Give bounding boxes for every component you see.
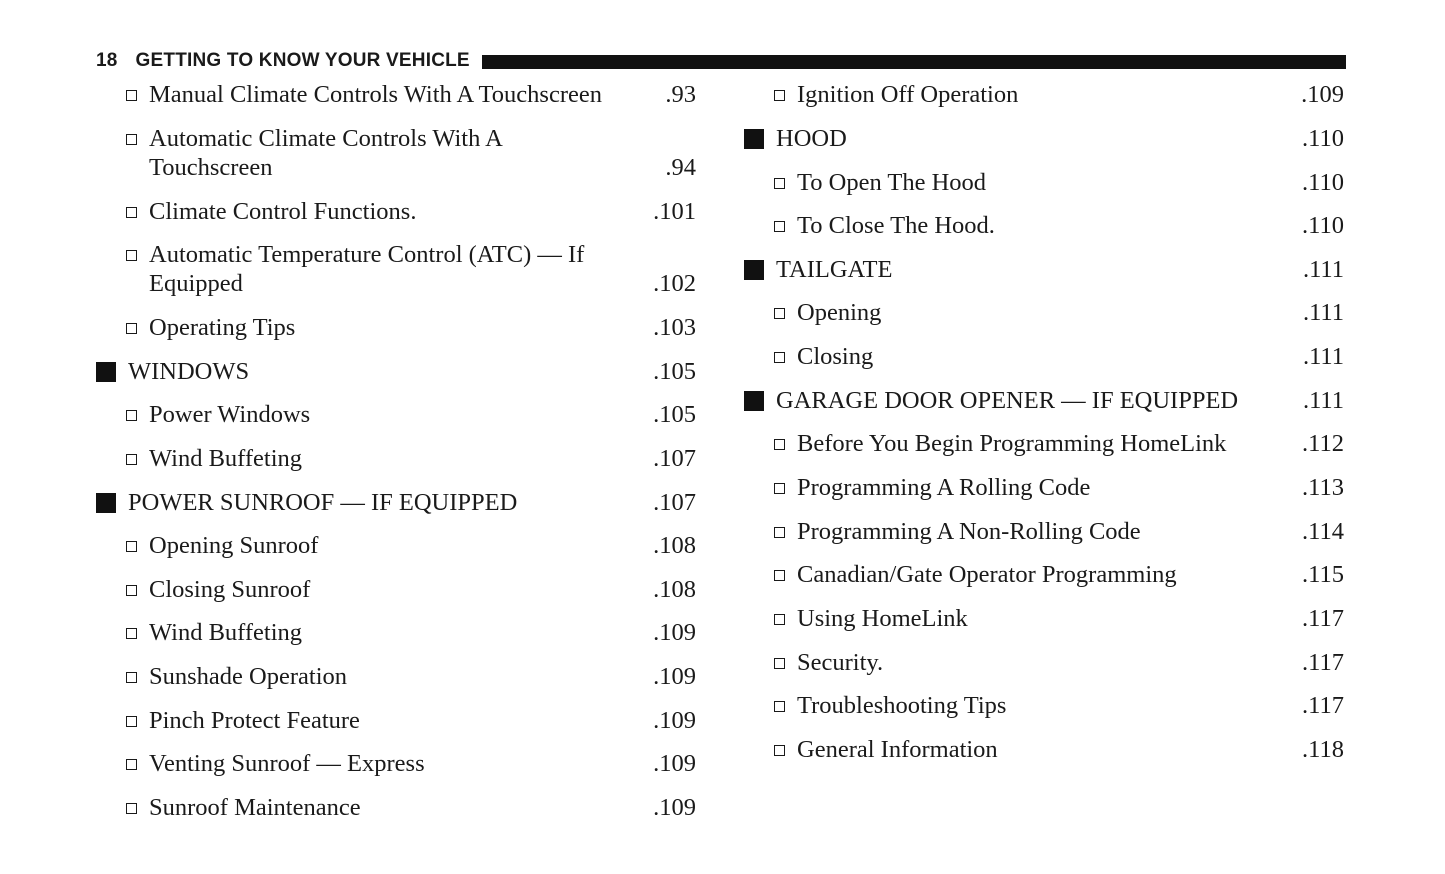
- toc-entry[interactable]: [744, 80, 1344, 109]
- toc-entry-title: Troubleshooting Tips: [797, 692, 1007, 719]
- page-header: [96, 48, 1346, 74]
- toc-page-number: .111: [1302, 299, 1344, 326]
- toc-entry[interactable]: [96, 531, 696, 560]
- toc-entry-title: WINDOWS: [128, 358, 250, 385]
- toc-entry-title: Closing Sunroof: [149, 576, 311, 603]
- toc-entry-body: [797, 211, 1344, 240]
- toc-page-number: .107: [653, 445, 696, 472]
- toc-entry[interactable]: [744, 517, 1344, 546]
- toc-page-number: .111: [1302, 343, 1344, 370]
- toc-entry[interactable]: [96, 444, 696, 473]
- toc-entry-body: [128, 488, 696, 517]
- toc-entry-title: Manual Climate Controls With A Touchscreen: [149, 81, 602, 108]
- toc-entry-body: [149, 662, 696, 691]
- toc-entry-body: [797, 429, 1344, 458]
- toc-entry-body: [797, 168, 1344, 197]
- toc-entry-title: TAILGATE: [776, 256, 893, 283]
- toc-entry[interactable]: [96, 197, 696, 226]
- toc-page-number: .110: [1302, 125, 1344, 152]
- toc-entry-body: [149, 80, 696, 109]
- hollow-square-bullet-icon: [126, 90, 137, 101]
- toc-entry-body: [797, 648, 1344, 677]
- toc-entry[interactable]: [96, 488, 696, 517]
- toc-entry-title: Wind Buffeting: [149, 619, 303, 646]
- toc-entry-body: [149, 124, 696, 182]
- toc-entry[interactable]: [744, 735, 1344, 764]
- toc-entry-title: POWER SUNROOF — IF EQUIPPED: [128, 489, 518, 516]
- toc-entry[interactable]: [96, 618, 696, 647]
- toc-page-number: .113: [1302, 474, 1344, 501]
- toc-page-number: .109: [653, 750, 696, 777]
- hollow-square-bullet-icon: [126, 250, 137, 261]
- toc-entry-body: [149, 531, 696, 560]
- toc-entry-title: Automatic Climate Controls With A Touchscreen: [149, 125, 502, 181]
- toc-entry-body: [149, 618, 696, 647]
- hollow-square-bullet-icon: [774, 483, 785, 494]
- toc-page-number: .103: [653, 314, 696, 341]
- toc-page-number: .117: [1302, 649, 1344, 676]
- toc-page-number: .109: [1301, 81, 1344, 108]
- toc-entry-title: Sunshade Operation: [149, 663, 347, 690]
- toc-entry[interactable]: [96, 575, 696, 604]
- toc-entry-body: [797, 298, 1344, 327]
- toc-entry[interactable]: [96, 240, 696, 298]
- toc-entry-title: Pinch Protect Feature: [149, 707, 360, 734]
- toc-entry-body: [776, 386, 1344, 415]
- toc-entry-body: [149, 240, 696, 298]
- toc-entry-title: To Open The Hood: [797, 169, 987, 196]
- hollow-square-bullet-icon: [774, 90, 785, 101]
- filled-square-bullet-icon: [96, 362, 116, 382]
- hollow-square-bullet-icon: [774, 439, 785, 450]
- toc-page-number: .109: [653, 619, 696, 646]
- hollow-square-bullet-icon: [126, 672, 137, 683]
- toc-entry[interactable]: [744, 560, 1344, 589]
- toc-entry[interactable]: [744, 473, 1344, 502]
- toc-entry[interactable]: [96, 662, 696, 691]
- toc-entry-body: [797, 691, 1344, 720]
- toc-page-number: .109: [653, 794, 696, 821]
- toc-page-number: .108: [653, 576, 696, 603]
- toc-page-number: .112: [1302, 430, 1344, 457]
- toc-page-number: .115: [1302, 561, 1344, 588]
- header-rule: [482, 55, 1346, 69]
- hollow-square-bullet-icon: [774, 570, 785, 581]
- toc-entry-title: Opening Sunroof: [149, 532, 319, 559]
- toc-page-number: .105: [653, 358, 696, 385]
- hollow-square-bullet-icon: [774, 308, 785, 319]
- hollow-square-bullet-icon: [126, 628, 137, 639]
- toc-entry-body: [797, 560, 1344, 589]
- toc-page-number: .101: [653, 198, 696, 225]
- hollow-square-bullet-icon: [774, 745, 785, 756]
- toc-entry[interactable]: [96, 793, 696, 822]
- toc-entry-title: Programming A Non-Rolling Code: [797, 518, 1141, 545]
- toc-entry-title: Canadian/Gate Operator Programming: [797, 561, 1177, 588]
- toc-entry-body: [797, 80, 1344, 109]
- toc-entry-title: Programming A Rolling Code: [797, 474, 1091, 501]
- filled-square-bullet-icon: [744, 260, 764, 280]
- toc-entry-body: [149, 575, 696, 604]
- hollow-square-bullet-icon: [774, 658, 785, 669]
- toc-entry-body: [149, 400, 696, 429]
- hollow-square-bullet-icon: [126, 207, 137, 218]
- section-title: GETTING TO KNOW YOUR VEHICLE: [135, 50, 470, 71]
- toc-entry[interactable]: [96, 313, 696, 342]
- toc-entry-title: Sunroof Maintenance: [149, 794, 361, 821]
- toc-entry-title: Automatic Temperature Control (ATC) — If Equipped: [149, 241, 585, 297]
- hollow-square-bullet-icon: [126, 410, 137, 421]
- hollow-square-bullet-icon: [126, 716, 137, 727]
- filled-square-bullet-icon: [96, 493, 116, 513]
- toc-entry-title: Using HomeLink: [797, 605, 968, 632]
- filled-square-bullet-icon: [744, 129, 764, 149]
- toc-page-number: .93: [665, 81, 696, 108]
- toc-entry-title: Ignition Off Operation: [797, 81, 1019, 108]
- toc-entry[interactable]: [744, 429, 1344, 458]
- toc-entry-body: [797, 342, 1344, 371]
- toc-page-number: .105: [653, 401, 696, 428]
- toc-page-number: .111: [1302, 256, 1344, 283]
- hollow-square-bullet-icon: [126, 759, 137, 770]
- toc-entry[interactable]: [744, 342, 1344, 371]
- hollow-square-bullet-icon: [774, 614, 785, 625]
- toc-entry[interactable]: [744, 691, 1344, 720]
- toc-entry[interactable]: [96, 124, 696, 182]
- hollow-square-bullet-icon: [126, 323, 137, 334]
- toc-entry-title: Closing: [797, 343, 874, 370]
- toc-entry-body: [797, 473, 1344, 502]
- toc-entry[interactable]: [744, 168, 1344, 197]
- toc-entry-body: [149, 313, 696, 342]
- toc-entry[interactable]: [744, 648, 1344, 677]
- toc-entry-title: General Information: [797, 736, 998, 763]
- toc-page-number: .110: [1302, 169, 1344, 196]
- toc-page-number: .109: [653, 663, 696, 690]
- toc-page-number: .102: [653, 270, 696, 297]
- hollow-square-bullet-icon: [126, 541, 137, 552]
- hollow-square-bullet-icon: [126, 134, 137, 145]
- hollow-square-bullet-icon: [126, 454, 137, 465]
- toc-page-number: .114: [1302, 518, 1344, 545]
- toc-entry[interactable]: [744, 211, 1344, 240]
- hollow-square-bullet-icon: [774, 527, 785, 538]
- hollow-square-bullet-icon: [126, 803, 137, 814]
- toc-entry[interactable]: [744, 255, 1344, 284]
- toc-entry-title: Before You Begin Programming HomeLink: [797, 430, 1227, 457]
- hollow-square-bullet-icon: [774, 352, 785, 363]
- toc-entry-body: [149, 706, 696, 735]
- toc-entry[interactable]: [96, 80, 696, 109]
- toc-page-number: .108: [653, 532, 696, 559]
- toc-entry[interactable]: [96, 749, 696, 778]
- toc-page-number: .117: [1302, 692, 1344, 719]
- toc-entry-body: [149, 749, 696, 778]
- toc-entry-body: [776, 255, 1344, 284]
- toc-page-number: .94: [665, 154, 696, 181]
- toc-page-number: .110: [1302, 212, 1344, 239]
- toc-entry-title: Climate Control Functions.: [149, 198, 417, 225]
- toc-entry-body: [128, 357, 696, 386]
- toc-entry[interactable]: [96, 400, 696, 429]
- toc-entry-title: Wind Buffeting: [149, 445, 303, 472]
- hollow-square-bullet-icon: [774, 178, 785, 189]
- toc-entry-title: Power Windows: [149, 401, 311, 428]
- toc-entry[interactable]: [744, 604, 1344, 633]
- toc-page-number: .109: [653, 707, 696, 734]
- toc-entry-title: Opening: [797, 299, 882, 326]
- toc-entry[interactable]: [744, 124, 1344, 153]
- hollow-square-bullet-icon: [774, 221, 785, 232]
- toc-entry-title: HOOD: [776, 125, 847, 152]
- toc-entry-body: [149, 444, 696, 473]
- toc-page-number: .117: [1302, 605, 1344, 632]
- hollow-square-bullet-icon: [126, 585, 137, 596]
- toc-entry-body: [776, 124, 1344, 153]
- toc-entry-title: Security.: [797, 649, 884, 676]
- toc-entry-title: GARAGE DOOR OPENER — IF EQUIPPED: [776, 387, 1239, 414]
- toc-entry-title: Operating Tips: [149, 314, 296, 341]
- toc-page-number: .111: [1302, 387, 1344, 414]
- hollow-square-bullet-icon: [774, 701, 785, 712]
- toc-entry-title: To Close The Hood.: [797, 212, 995, 239]
- toc-entry-body: [149, 793, 696, 822]
- toc-entry-body: [797, 517, 1344, 546]
- toc-entry-body: [797, 604, 1344, 633]
- toc-entry-body: [797, 735, 1344, 764]
- toc-page-number: .107: [653, 489, 696, 516]
- toc-entry[interactable]: [96, 706, 696, 735]
- toc-entry-title: Venting Sunroof — Express: [149, 750, 425, 777]
- toc-page-number: .118: [1302, 736, 1344, 763]
- toc-entry[interactable]: [744, 386, 1344, 415]
- toc-entry-body: [149, 197, 696, 226]
- filled-square-bullet-icon: [744, 391, 764, 411]
- toc-entry[interactable]: [96, 357, 696, 386]
- toc-entry[interactable]: [744, 298, 1344, 327]
- page-number: 18: [96, 50, 118, 71]
